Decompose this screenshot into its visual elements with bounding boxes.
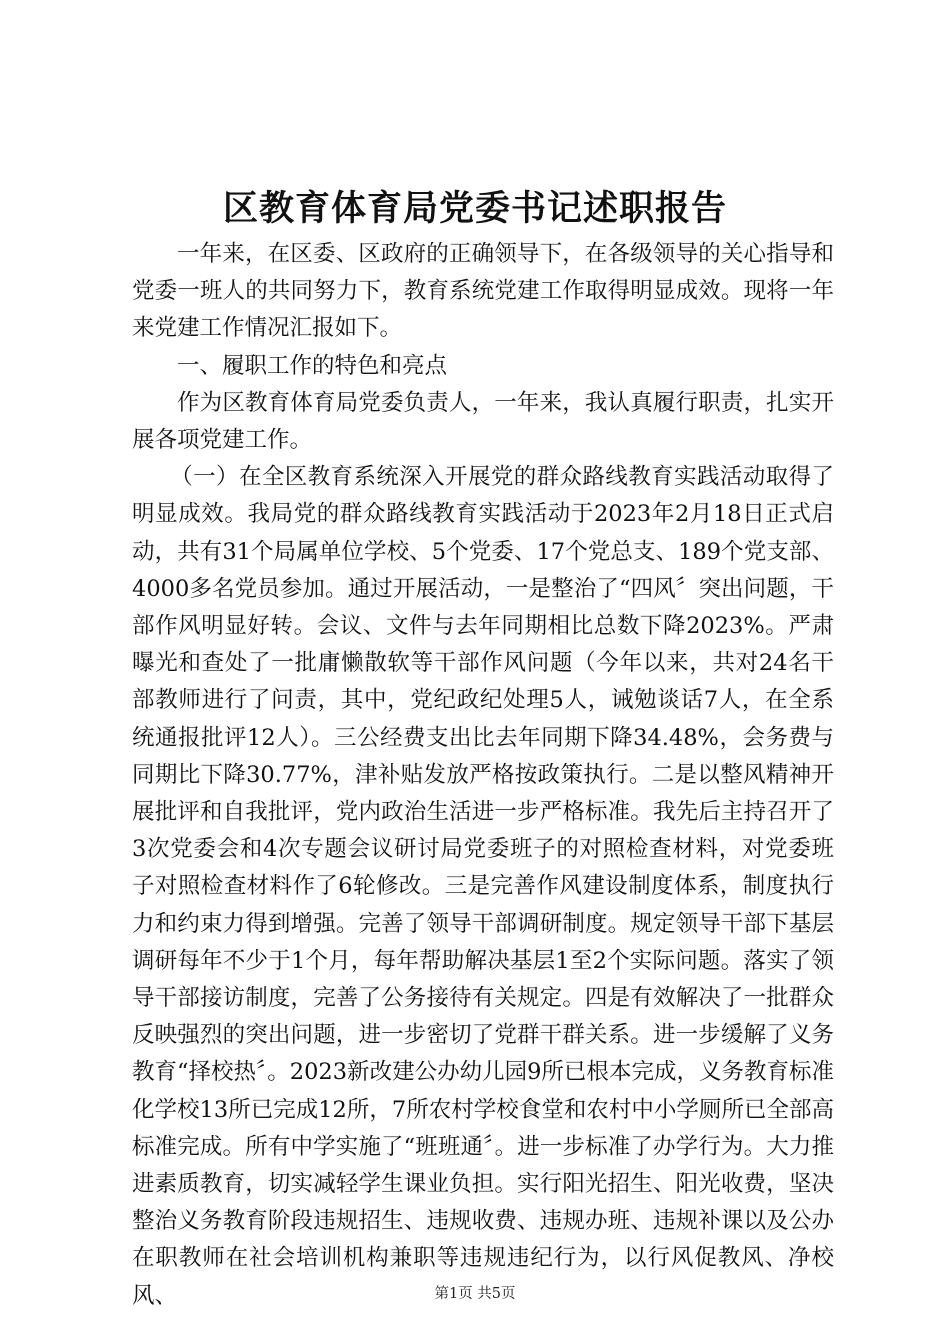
document-title: 区教育体育局党委书记述职报告 — [222, 188, 727, 229]
intro-paragraph: 一年来，在区委、区政府的正确领导下，在各级领导的关心指导和党委一班人的共同努力下，教育系统党建工作取得明显成效。现将一年来党建工作情况汇报如下。 — [132, 241, 834, 342]
body-paragraph: 作为区教育体育局党委负责人，一年来，我认真履行职责，扎实开展各项党建工作。 — [132, 389, 834, 454]
section-heading: 一、履职工作的特色和亮点 — [177, 352, 448, 379]
document-body — [132, 236, 834, 1315]
page-footer: 第1页 共5页 — [434, 1286, 516, 1302]
body-paragraph: （一）在全区教育系统深入开展党的群众路线教育实践活动取得了明显成效。我局党的群众路线教育实践活动于2023年2月18日正式启动，共有31个局属单位学校、5个党委、17个党总支、189个党支部、4000多名党员参加。通过开展活动，一是整治了“四风〞突出问题，干部作风明显好转。会议、文件与去年同期相比总数下降2023%。严肃曝光和查处了一批庸懒散软等干部作风问题（今年以来，共对24名干部教师进行了问责，其中，党纪政纪处理5人，诫勉谈话7人，在全系统通报批评12人）。三公经费支出比去年同期下降34.48%，会务费与同期比下降30.77%，津补贴发放严格按政策执行。二是以整风精神开展批评和自我批评，党内政治生活进一步严格标准。我先后主持召开了3次党委会和4次专题会议研讨局党委班子的对照检查材料，对党委班子对照检查材料作了6轮修改。三是完善作风建设制度体系，制度执行力和约束力得到增强。完善了领导干部调研制度。规定领导干部下基层调研每年不少于1个月，每年帮助解决基层1至2个实际问题。落实了领导干部接访制度，完善了公务接待有关规定。四是有效解决了一批群众反映强烈的突出问题，进一步密切了党群干群关系。进一步缓解了义务教育“择校热〞。2023新改建公办幼儿园9所已根本完成，义务教育标准化学校13所已完成12所，7所农村学校食堂和农村中小学厕所已全部高标准完成。所有中学实施了“班班通〞。进一步标准了办学行为。大力推进素质教育，切实减轻学生课业负担。实行阳光招生、阳光收费，坚决整治义务教育阶段违规招生、违规收费、违规办班、违规补课以及公办在职教师在社会培训机构兼职等违规违纪行为，以行风促教风、净校风、 — [132, 464, 834, 1309]
